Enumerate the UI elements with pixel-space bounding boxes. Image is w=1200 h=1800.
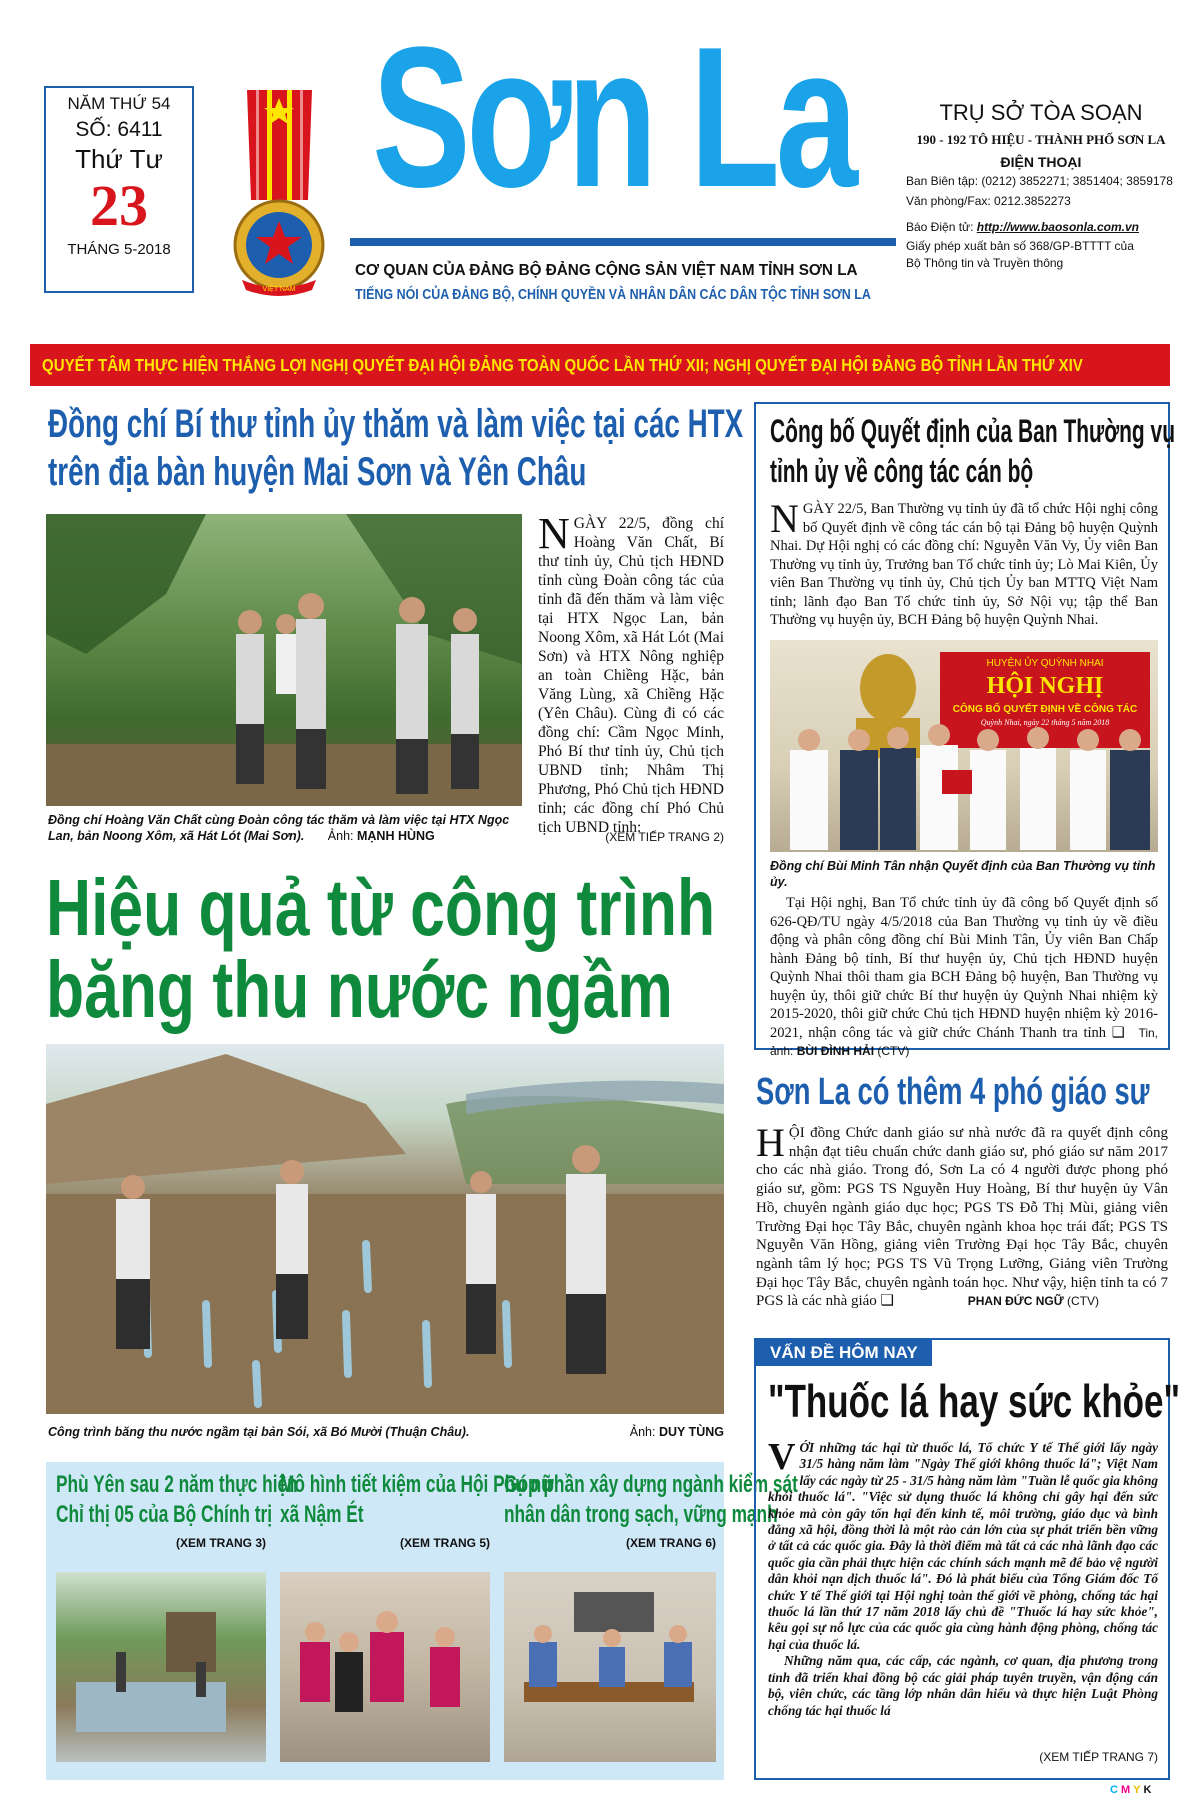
medal-icon [212, 80, 347, 300]
medal-ribbon-text: VIỆT NAM [262, 286, 296, 293]
article3-text-2: Tại Hội nghị, Ban Tổ chức tỉnh ủy đã công bố Quyết định số 626-QĐ/TU ngày 4/5/2018 của Ban Thường vụ tỉnh ủy về điều động và phân công đồng chí Bùi Minh Tân, Ủy viên Ban Chấp hành Đảng bộ tỉnh, Bí thư huyện ủy, Chủ tịch HĐND huyện Quỳnh Nhai thôi tham gia BCH Đảng bộ huyện, Ban Thường vụ huyện ủy, thôi giữ chức Bí thư huyện ủy Quỳnh Nhai nhiệm kỳ 2015-2020, thôi giữ chức Chủ tịch HĐND huyện nhiệm kỳ 2016-2021, nhận công tác và giữ chức Chánh Thanh tra tỉnh ❑ [770, 895, 1158, 1041]
date-box [44, 86, 194, 293]
year-label: NĂM THỨ 54 [67, 94, 171, 113]
slogan-text: QUYẾT TÂM THỰC HIỆN THẮNG LỢI NGHỊ QUYẾT ĐẠI HỘI ĐẢNG TOÀN QUỐC LẦN THỨ XII; NGHỊ QUYẾT ĐẠI HỘI ĐẢNG BỘ TỈNH LẦN THỨ XIV [42, 355, 1083, 375]
article1-headline-2: trên địa bàn huyện Mai Sơn và Yên Châu [48, 450, 587, 494]
teaser-item[interactable] [504, 1470, 798, 1770]
cmyk-c: C [1110, 1784, 1121, 1796]
article1-photo [46, 514, 522, 806]
office-line-3 [906, 220, 1176, 234]
office-line-2: Văn phòng/Fax: 0212.3852273 [906, 194, 1071, 208]
editorial-text-2: Những năm qua, các cấp, các ngành, cơ quan, địa phương trong tỉnh đã triển khai đồng bộ các giải pháp tuyên truyền, vận động cán bộ, viên chức, các tầng lớp nhân dân hiểu và thực hiện Luật Phòng chống tác hại thuốc lá [768, 1653, 1158, 1718]
article3-body-2 [770, 894, 1158, 1061]
article4-credit [968, 1294, 1099, 1308]
office-info [906, 100, 1176, 270]
article3-text-1: GÀY 22/5, Ban Thường vụ tỉnh ủy đã tổ chức Hội nghị công bố Quyết định về công tác cán bộ tại Đảng bộ huyện Quỳnh Nhai. Dự Hội nghị có các đồng chí: Nguyễn Văn Vy, Ủy viên Ban Thường vụ tỉnh ủy, Trưởng ban Tổ chức tỉnh ủy; Lò Mai Kiên, Ủy viên Ban Thường vụ tỉnh ủy, Chủ tịch Ủy ban MTTQ Việt Nam tỉnh; lãnh đạo Ban Tổ chức tỉnh ủy, Sở Nội vụ; tập thể Ban Thường vụ huyện ủy, BCH Đảng bộ huyện Quỳnh Nhai. [770, 501, 1158, 628]
article4-body [756, 1120, 1168, 1311]
article1-text: GÀY 22/5, đồng chí Hoàng Văn Chất, Bí thư tỉnh ủy, Chủ tịch HĐND tỉnh cùng Đoàn công tác của tỉnh đã đến thăm và làm việc tại HTX Ngọc Lan, bản Noong Xôm, xã Hát Lót (Mai Sơn) và HTX Nông nghiệp an toàn Chiềng Hặc, bản Văng Lùng, xã Chiềng Hặc (Yên Châu). Cùng đi có các đồng chí: Cầm Ngọc Minh, Phó Bí thư tỉnh ủy, Chủ tịch UBND tỉnh; Nhâm Thị Phương, Phó Chủ tịch HĐND tỉnh; các đồng chí Phó Chủ tịch UBND tỉnh: [538, 515, 724, 836]
phone-label: ĐIỆN THOẠI [1000, 154, 1082, 170]
issue-label: SỐ: 6411 [75, 118, 163, 141]
article3-headline-2: tỉnh ủy về công tác cán bộ [770, 453, 1034, 489]
editorial-drop-cap: V [768, 1436, 796, 1478]
article2-photo [46, 1044, 724, 1414]
office-address: 190 - 192 TÔ HIỆU - THÀNH PHỐ SƠN LA [916, 132, 1166, 147]
article1-see-more[interactable]: (XEM TIẾP TRANG 2) [605, 830, 724, 844]
article3-body-1 [770, 496, 1158, 630]
cmyk-k: K [1143, 1784, 1155, 1796]
teaser-headline-1: Mô hình tiết kiệm của Hội Phụ nữ [280, 1471, 554, 1498]
teaser-item[interactable] [280, 1470, 554, 1770]
office-line-4: Giấy phép xuất bản số 368/GP-BTTTT của [906, 239, 1134, 253]
article3-credit-suffix: (CTV) [874, 1044, 910, 1058]
article3-caption: Đồng chí Bùi Minh Tân nhận Quyết định của Ban Thường vụ tỉnh ủy. [770, 859, 1156, 889]
photo-banner-line-1: HUYỆN ỦY QUỲNH NHAI [986, 658, 1104, 669]
masthead-subtitle-1: CƠ QUAN CỦA ĐẢNG BỘ ĐẢNG CỘNG SẢN VIỆT NAM TỈNH SƠN LA [355, 262, 858, 279]
cmyk-marks [1110, 1784, 1154, 1796]
photo-banner-line-2: HỘI NGHỊ [986, 673, 1104, 699]
teaser-photo [56, 1572, 266, 1762]
editorial-see-more[interactable]: (XEM TIẾP TRANG 7) [1039, 1750, 1158, 1764]
article1-credit-label: Ảnh: [327, 829, 357, 843]
teaser-photo [504, 1572, 716, 1762]
website-link[interactable]: http://www.baosonla.com.vn [976, 220, 1139, 234]
month-year: THÁNG 5-2018 [67, 241, 171, 258]
article2-headline-2: băng thu nước ngầm [46, 945, 673, 1034]
article2-headline-1: Hiệu quả từ công trình [46, 863, 716, 952]
editorial-headline: "Thuốc lá hay sức khỏe" [768, 1375, 1181, 1427]
editorial-body [768, 1436, 1158, 1719]
article1-headline-1: Đồng chí Bí thư tỉnh ủy thăm và làm việc tại các HTX [48, 402, 744, 446]
teaser-headline-2: nhân dân trong sạch, vững mạnh [504, 1501, 778, 1528]
article4-credit-suffix: (CTV) [1063, 1294, 1099, 1309]
newspaper-title: Sơn La [372, 6, 854, 229]
office-title: TRỤ SỞ TÒA SOẠN [939, 100, 1143, 125]
teaser-headline-2: Chỉ thị 05 của Bộ Chính trị [56, 1501, 273, 1528]
editorial-kicker: VẤN ĐỀ HÔM NAY [756, 1340, 932, 1366]
article3-photo [770, 640, 1158, 852]
article3-drop-cap: N [770, 496, 799, 541]
teaser-see-more[interactable]: (XEM TRANG 3) [176, 1536, 266, 1550]
article4-drop-cap: H [756, 1120, 785, 1165]
article4-credit-name: PHAN ĐỨC NGỮ [967, 1294, 1064, 1309]
editorial-text-1: ỚI những tác hại từ thuốc lá, Tổ chức Y tế Thế giới lấy ngày 31/5 hàng năm làm "Ngày Thế giới không thuốc lá"; Việt Nam lấy các ngày từ 25 - 31/5 hàng năm làm "Tuần lễ quốc gia không khói thuốc lá". "Việc sử dụng thuốc lá không chỉ gây hại đến sức khỏe mà còn gây tổn hại đến kinh tế, môi trường, giáo dục và bình đẳng xã hội, đồng thời là một rào cản lớn của sự phát triển bền vững ở tất cả các quốc gia. Đây là thời điểm mà tất cả các nhà lãnh đạo các quốc gia cần phải thực hiện các chính sách mạnh mẽ để bảo vệ người dân khỏi nạn dịch thuốc lá". Đó là phát biểu của Tổng Giám đốc Tổ chức Y tế Thế giới tại Hội nghị toàn thế giới về phòng, chống tác hại thuốc lá lần thứ 17 năm 2018 lấy chủ đề "Thuốc lá hay sức khỏe", kêu gọi sự nỗ lực của các quốc gia cùng hành động phòng, chống tác hại của thuốc lá. [768, 1440, 1158, 1652]
slogan-banner [30, 344, 1170, 386]
office-line-1: Ban Biên tập: (0212) 3852271; 3851404; 3859178 [906, 174, 1173, 188]
teaser-photo [280, 1572, 490, 1762]
teaser-strip [46, 1462, 798, 1780]
cmyk-y: Y [1133, 1784, 1144, 1796]
article1-drop-cap: N [538, 509, 570, 558]
photo-banner-line-4: Quỳnh Nhai, ngày 22 tháng 5 năm 2018 [980, 718, 1110, 727]
weekday: Thứ Tư [75, 144, 163, 174]
teaser-headline-1: Góp phần xây dựng ngành kiểm sát [504, 1471, 798, 1498]
office-line-5: Bộ Thông tin và Truyền thông [906, 256, 1064, 270]
article1-caption [48, 812, 522, 844]
teaser-see-more[interactable]: (XEM TRANG 5) [400, 1536, 490, 1550]
article4-text: ỘI đồng Chức danh giáo sư nhà nước đã ra quyết định công nhận đạt tiêu chuẩn chức danh giáo sư, phó giáo sư năm 2017 cho các nhà giáo. Trong đó, Sơn La có 4 người được phong phó giáo sư, gồm: PGS TS Nguyễn Huy Hoàng, Bí thư huyện ủy Vân Hồ, chuyên ngành giáo dục học; PGS TS Đỗ Thị Mùi, giảng viên Trường Đại học Tây Bắc, chuyên ngành khoa học trái đất; PGS TS Nguyễn Văn Hồng, giảng viên Trường Đại học Tây Bắc, chuyên ngành tâm lý học; PGS TS Vũ Trọng Lưỡng, Giảng viên Trường Đại học Tây Bắc, chuyên ngành toán học. Như vậy, hiện tỉnh ta có 7 PGS là các nhà giáo ❑ [756, 1125, 1168, 1310]
article1-caption-text: Đồng chí Hoàng Văn Chất cùng Đoàn công tác thăm và làm việc tại HTX Ngọc Lan, bản Noong Xôm, xã Hát Lót (Mai Sơn). [48, 813, 510, 843]
article2-caption [48, 1424, 724, 1440]
teaser-headline-1: Phù Yên sau 2 năm thực hiện [56, 1471, 298, 1498]
teaser-item[interactable] [56, 1470, 298, 1770]
teaser-headline-2: xã Nậm Ét [280, 1501, 364, 1528]
article4-headline: Sơn La có thêm 4 phó giáo sư [756, 1071, 1150, 1113]
website-label: Báo Điện tử: [906, 220, 977, 234]
article1-credit-name: MẠNH HÙNG [356, 829, 435, 843]
article3-box [754, 402, 1176, 1058]
photo-banner-line-3: CÔNG BỐ QUYẾT ĐỊNH VỀ CÔNG TÁC [952, 704, 1138, 715]
article1-body [538, 509, 724, 837]
article3-headline-1: Công bố Quyết định của Ban Thường vụ [770, 413, 1176, 449]
article3-credit-label: Tin, ảnh: [770, 1025, 1158, 1058]
title-rule [350, 238, 896, 246]
article2-credit [630, 1424, 724, 1440]
article2-caption-text: Công trình băng thu nước ngầm tại bản Sói, xã Bó Mười (Thuận Châu). [48, 1425, 470, 1439]
issue-day: 23 [90, 173, 148, 238]
article2-credit-label: Ảnh: [629, 1425, 659, 1439]
masthead-subtitle-2: TIẾNG NÓI CỦA ĐẢNG BỘ, CHÍNH QUYỀN VÀ NHÂN DÂN CÁC DÂN TỘC TỈNH SƠN LA [355, 287, 871, 303]
cmyk-m: M [1120, 1784, 1134, 1796]
article1-credit [328, 829, 435, 843]
article3-credit-name: BÙI ĐÌNH HẢI [796, 1044, 875, 1058]
teaser-see-more[interactable]: (XEM TRANG 6) [626, 1536, 716, 1550]
article2-credit-name: DUY TÙNG [658, 1425, 724, 1439]
editorial-box [754, 1338, 1181, 1780]
